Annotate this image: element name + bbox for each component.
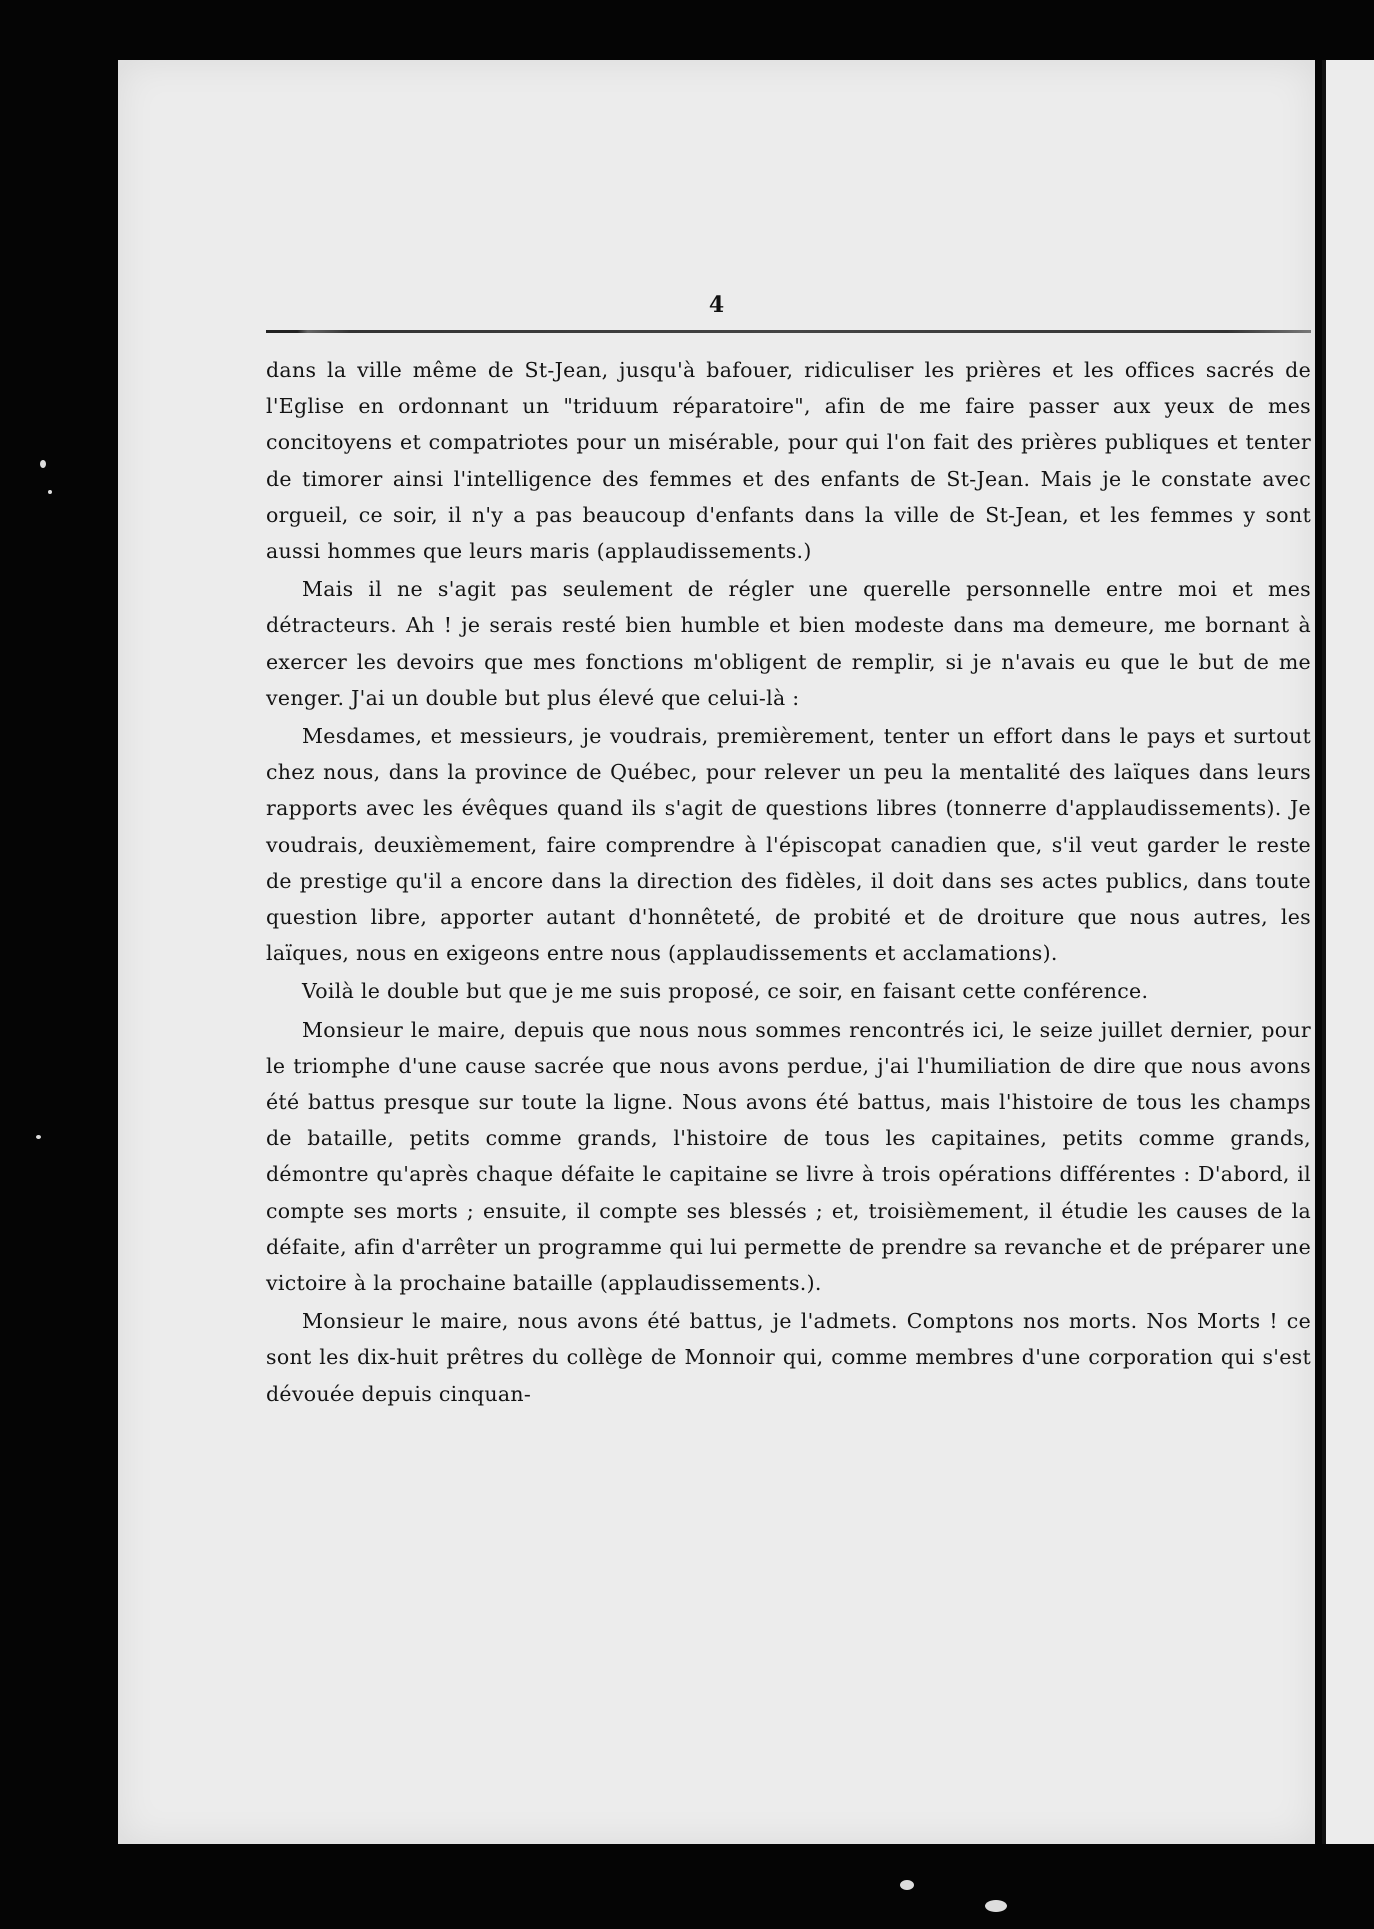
body-text [266,352,1311,1414]
paragraph-5: Monsieur le maire, depuis que nous nous sommes rencontrés ici, le seize juillet dernier, pour le triomphe d'une cause sacrée que nous avons perdue, j'ai l'humiliation de dire que nous avons été battus presque sur toute la ligne. Nous avons été battus, mais l'histoire de tous les champs de bataille, petits comme grands, l'histoire de tous les capitaines, petits comme grands, démontre qu'après chaque défaite le capitaine se livre à trois opérations différentes : D'abord, il compte ses morts ; ensuite, il compte ses blessés ; et, troisièmement, il étudie les causes de la défaite, afin d'arrêter un programme qui lui permette de prendre sa revanche et de préparer une victoire à la prochaine bataille (applaudissements.). [266,1017,1311,1296]
facing-page-edge [1322,60,1374,1844]
speck [48,490,52,494]
paragraph-1: dans la ville même de St-Jean, jusqu'à bafouer, ridiculiser les prières et les offices sacrés de l'Eglise en ordonnant un "triduum réparatoire", afin de me faire passer aux yeux de mes concitoyens et compatriotes pour un misérable, pour qui l'on fait des prières publiques et tenter de timorer ainsi l'intelligence des femmes et des enfants de St-Jean. Mais je le constate avec orgueil, ce soir, il n'y a pas beaucoup d'enfants dans la ville de St-Jean, et les femmes y sont aussi hommes que leurs maris (applaudissements.) [266,358,1311,564]
speck [900,1880,914,1890]
page-number: 4 [708,292,725,318]
speck [40,460,46,468]
page-gutter [1322,60,1326,1844]
document-page [118,60,1315,1844]
paragraph-3: Mesdames, et messieurs, je voudrais, premièrement, tenter un effort dans le pays et surtout chez nous, dans la province de Québec, pour relever un peu la mentalité des laïques dans leurs rapports avec les évêques quand ils s'agit de questions libres (tonnerre d'applaudissements). Je voudrais, deuxièmement, faire comprendre à l'épiscopat canadien que, s'il veut garder le reste de prestige qu'il a encore dans la direction des fidèles, il doit dans ses actes publics, dans toute question libre, apporter autant d'honnêteté, de probité et de droiture que nous autres, les laïques, nous en exigeons entre nous (applaudissements et acclamations). [266,724,1311,966]
header-rule [266,330,1311,333]
speck [985,1900,1007,1912]
paragraph-4: Voilà le double but que je me suis proposé, ce soir, en faisant cette conférence. [302,979,1149,1004]
paragraph-2: Mais il ne s'agit pas seulement de régler une querelle personnelle entre moi et mes détracteurs. Ah ! je serais resté bien humble et bien modeste dans ma demeure, me bornant à exercer les devoirs que mes fonctions m'obligent de remplir, si je n'avais eu que le but de me venger. J'ai un double but plus élevé que celui-là : [266,577,1311,710]
paragraph-6: Monsieur le maire, nous avons été battus, je l'admets. Comptons nos morts. Nos Morts ! ce sont les dix-huit prêtres du collège de Monnoir qui, comme membres d'une corporation qui s'est dévouée depuis cinquan- [266,1309,1311,1406]
speck [36,1135,41,1139]
